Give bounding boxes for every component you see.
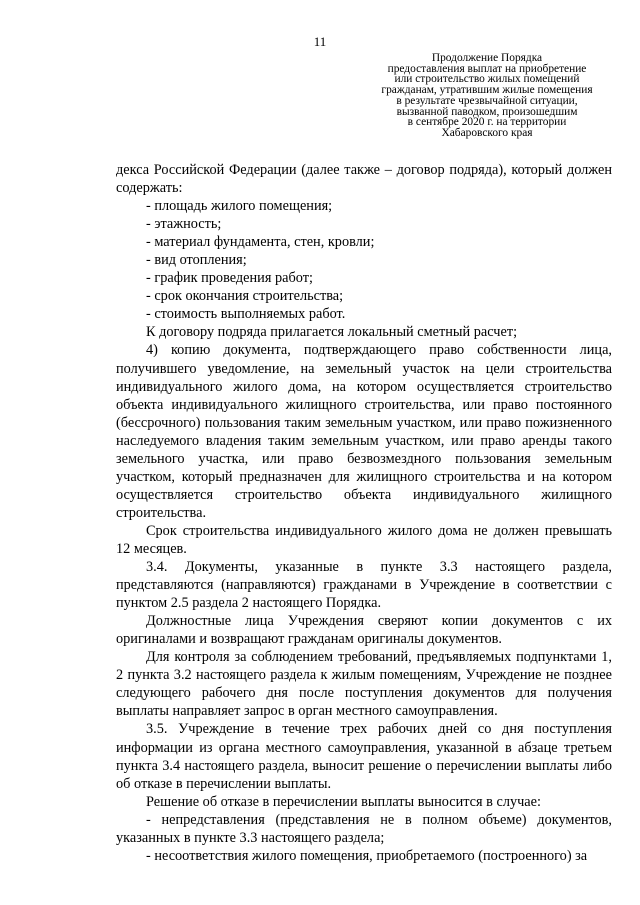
list-item: - несоответствия жилого помещения, приобретаемого (построенного) за: [146, 847, 588, 864]
list-item: - график проведения работ;: [146, 270, 313, 287]
header-line: в результате чрезвычайной ситуации,: [396, 94, 578, 107]
paragraph: 3.4. Документы, указанные в пункте 3.3 настоящего раздела, представляются (направляются) гражданами в Учреждение в соответствии с пунктом 2.5 раздела 2 настоящего Порядка.: [116, 559, 612, 612]
list-item: - вид отопления;: [146, 252, 247, 269]
paragraph: Решение об отказе в перечислении выплаты выносится в случае:: [146, 793, 541, 810]
paragraph: Для контроля за соблюдением требований, предъявляемых подпунктами 1, 2 пункта 3.2 настоящего раздела к жилым помещениям, Учреждение не позднее следующего рабочего дня после поступления документов для получения выплаты направляет запрос в орган местного самоуправления.: [116, 649, 612, 720]
continuation-header: [360, 53, 614, 139]
paragraph: Должностные лица Учреждения сверяют копии документов с их оригиналами и возвращают гражданам оригиналы документов.: [116, 613, 612, 648]
list-item: - срок окончания строительства;: [146, 288, 344, 305]
header-line: вызванной паводком, произошедшим: [396, 105, 578, 118]
header-line: в сентябре 2020 г. на территории: [407, 116, 567, 129]
header-line: гражданам, утратившим жилые помещения: [381, 84, 593, 97]
paragraph: декса Российской Федерации (далее также – договор подряда), который должен содержать:: [116, 162, 612, 197]
header-line: Продолжение Порядка: [431, 52, 543, 64]
header-line: предоставления выплат на приобретение: [387, 62, 587, 75]
paragraph: К договору подряда прилагается локальный сметный расчет;: [146, 324, 518, 341]
paragraph: 4) копию документа, подтверждающего право собственности лица, получившего уведомление, на земельный участок на цели строительства индивидуального жилого дома, на котором осуществляется строительство объекта индивидуального жилищного строительства, или право постоянного (бессрочного) пользования таким земельным участком, или право пожизненного наследуемого владения таким земельным участком, или право аренды такого земельного участка, или право безвозмездного пользования земельным участком, который предназначен для жилищного строительства и на котором осуществляется строительство объекта индивидуального жилищного строительства.: [116, 342, 612, 521]
list-item: - материал фундамента, стен, кровли;: [146, 234, 375, 251]
list-item: - непредставления (представления не в полном объеме) документов, указанных в пункте 3.3 настоящего раздела;: [116, 811, 612, 846]
paragraph: 3.5. Учреждение в течение трех рабочих дней со дня поступления информации из органа местного самоуправления, указанной в абзаце третьем пункта 3.4 настоящего раздела, выносит решение о перечислении выплаты либо об отказе в перечислении выплаты.: [116, 721, 612, 792]
document-body: [116, 161, 612, 865]
list-item: - этажность;: [146, 216, 222, 233]
list-item: - площадь жилого помещения;: [146, 198, 333, 215]
page-number: 11: [313, 34, 327, 49]
paragraph: Срок строительства индивидуального жилого дома не должен превышать 12 месяцев.: [116, 522, 612, 557]
list-item: - стоимость выполняемых работ.: [146, 306, 346, 323]
header-line: или строительство жилых помещений: [394, 73, 580, 86]
header-line: Хабаровского края: [441, 126, 533, 139]
